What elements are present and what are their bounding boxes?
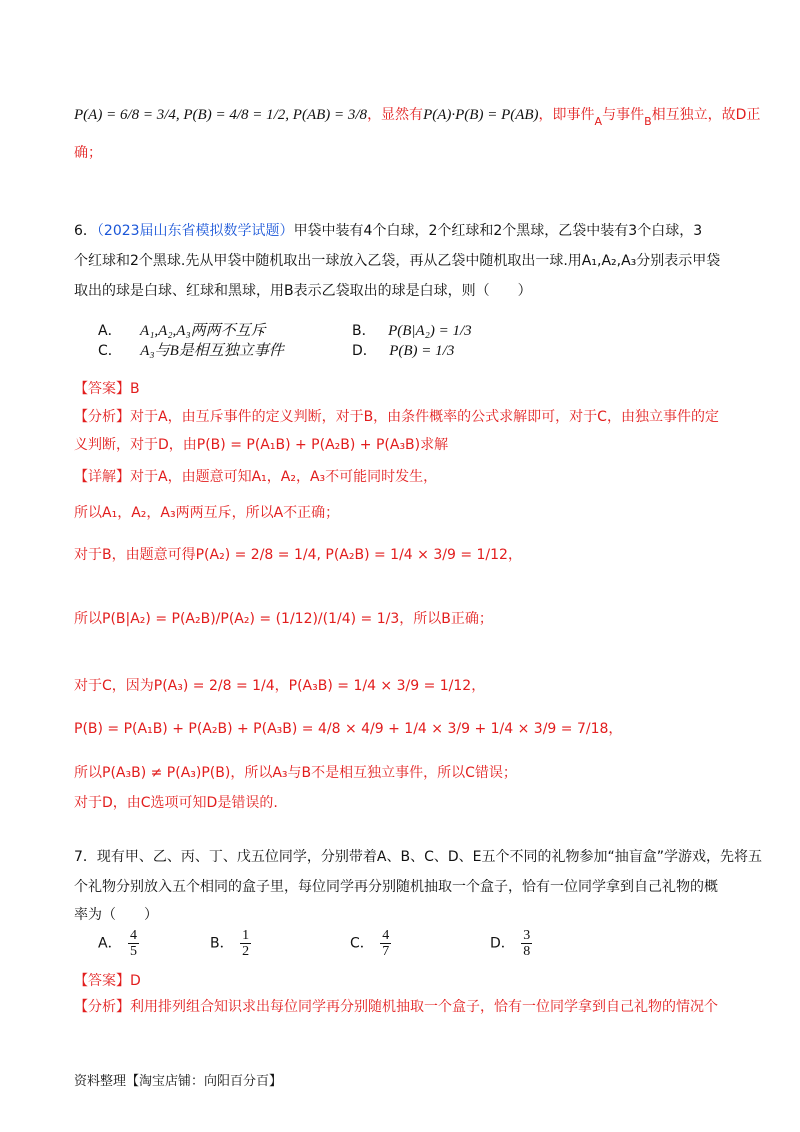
q6-detail-1: 对于A，由题意可知A₁，A₂，A₃不可能同时发生， [130,469,438,485]
q7-option-c-fraction [380,928,391,959]
q7-option-b-fraction [240,928,251,959]
q7-analysis-1: 利用排列组合知识求出每位同学再分别随机抽取一个盒子，恰有一位同学拿到自己礼物的情况个 [130,999,718,1015]
q7-analysis-tag: 【分析】 [74,999,130,1015]
q6-stem-line3: 取出的球是白球、红球和黑球，用B表示乙袋取出的球是白球，则（ ） [74,283,532,299]
q6-analysis-line1 [74,406,719,428]
q6-option-a [98,320,266,342]
q7-option-d-label: D． [490,935,515,952]
q6-option-a-label: A． [98,323,122,339]
q6-option-b [352,320,472,342]
q7-option-a-num: 4 [130,928,138,943]
q5-text-c: 与事件 [602,107,645,123]
q6-option-b-label: B． [352,323,376,339]
q6-detail-line3: 对于B，由题意可得P(A₂) = 2/8 = 1/4, P(A₂B) = 1/4 × 3/9 = 1/12， [74,547,522,563]
q6-detail-line1 [74,466,437,488]
q7-option-c [350,928,393,959]
q7-analysis-line1 [74,996,718,1018]
q7-option-d-fraction [521,928,532,959]
q5-text-a: ，显然有 [367,107,424,123]
q6-analysis-line2: 义判断，对于D，由P(B) = P(A₁B) + P(A₂B) + P(A₃B)求解 [74,437,449,453]
q7-option-b [210,928,253,959]
q6-analysis-tag: 【分析】 [74,409,130,425]
q7-option-a [98,928,141,959]
q5-conclusion-line [74,104,760,133]
q6-option-d-label: D． [352,343,377,359]
q7-stem-line1 [74,846,762,868]
q6-option-c-label: C． [98,343,122,359]
q5-conclusion-line2: 确； [74,145,102,161]
q7-answer-line [74,970,141,992]
q7-option-c-label: C． [350,935,374,952]
q7-option-d [490,928,534,959]
q6-detail-line4: 所以P(B|A₂) = P(A₂B)/P(A₂) = (1/12)/(1/4) = 1/3，所以B正确； [74,611,493,627]
q7-stem-line3: 率为（ ） [74,907,158,923]
q5-text-b: ，即事件 [538,107,595,123]
q7-stem-line2: 个礼物分别放入五个相同的盒子里，每位同学再分别随机抽取一个盒子，恰有一位同学拿到自己礼物的概 [74,879,718,895]
q6-option-d [352,340,454,362]
q5-text-d: 相互独立，故D正 [651,107,761,123]
q7-option-c-num: 4 [382,928,390,943]
q7-answer: D [130,973,141,989]
q6-number: 6． [74,223,97,239]
q6-option-c [98,340,284,362]
q7-option-d-num: 3 [523,928,531,943]
q7-option-b-den: 2 [242,944,250,959]
q7-option-a-fraction [128,928,139,959]
q6-stem-line1 [74,220,702,242]
q7-option-a-den: 5 [130,944,138,959]
q6-answer: B [130,381,140,397]
q7-option-a-label: A． [98,935,122,952]
q7-number: 7． [74,849,97,865]
q6-analysis-1: 对于A，由互斥事件的定义判断，对于B，由条件概率的公式求解即可，对于C，由独立事件的定 [130,409,719,425]
q6-stem-line2: 个红球和2个黑球.先从甲袋中随机取出一球放入乙袋，再从乙袋中随机取出一球.用A₁,A₂,A₃分别表示甲袋 [74,253,721,269]
q6-detail-line8: 对于D，由C选项可知D是错误的. [74,795,278,811]
q5-formula2: P(A)·P(B) = P(AB) [423,107,539,123]
q5-event-b: B [644,115,652,128]
q6-detail-tag: 【详解】 [74,469,130,485]
q5-formula: P(A) = 6/8 = 3/4, P(B) = 4/8 = 1/2, P(AB) = 3/8 [74,107,368,123]
q6-source: （2023届山东省模拟数学试题） [96,223,294,239]
q6-answer-tag: 【答案】 [74,381,130,397]
q6-answer-line [74,378,140,400]
q6-option-c-text: A₃与B是相互独立事件 [140,343,284,359]
q7-option-c-den: 7 [382,944,390,959]
q7-option-d-den: 8 [523,944,531,959]
q6-option-b-text: P(B|A₂) = 1/3 [388,323,472,339]
q5-event-a: A [594,115,603,128]
q7-option-b-label: B． [210,935,234,952]
q6-option-d-text: P(B) = 1/3 [389,343,455,359]
q6-option-a-text: A₁,A₂,A₃两两不互斥 [140,323,266,339]
q6-detail-line6: P(B) = P(A₁B) + P(A₂B) + P(A₃B) = 4/8 × 4/9 + 1/4 × 3/9 + 1/4 × 3/9 = 7/18， [74,721,623,737]
q6-stem-1: 甲袋中装有4个白球，2个红球和2个黑球，乙袋中装有3个白球，3 [293,223,703,239]
q7-answer-tag: 【答案】 [74,973,130,989]
q6-detail-line5: 对于C，因为P(A₃) = 2/8 = 1/4，P(A₃B) = 1/4 × 3/9 = 1/12， [74,678,486,694]
q6-detail-line7: 所以P(A₃B) ≠ P(A₃)P(B)，所以A₃与B不是相互独立事件，所以C错误； [74,765,517,781]
page-footer: 资料整理【淘宝店铺：向阳百分百】 [74,1074,283,1089]
q6-detail-line2: 所以A₁，A₂，A₃两两互斥，所以A不正确； [74,505,340,521]
q7-option-b-num: 1 [242,928,250,943]
q7-stem-1: 现有甲、乙、丙、丁、戊五位同学，分别带着A、B、C、D、E五个不同的礼物参加“抽盲盒”学游戏，先将五 [96,849,763,865]
